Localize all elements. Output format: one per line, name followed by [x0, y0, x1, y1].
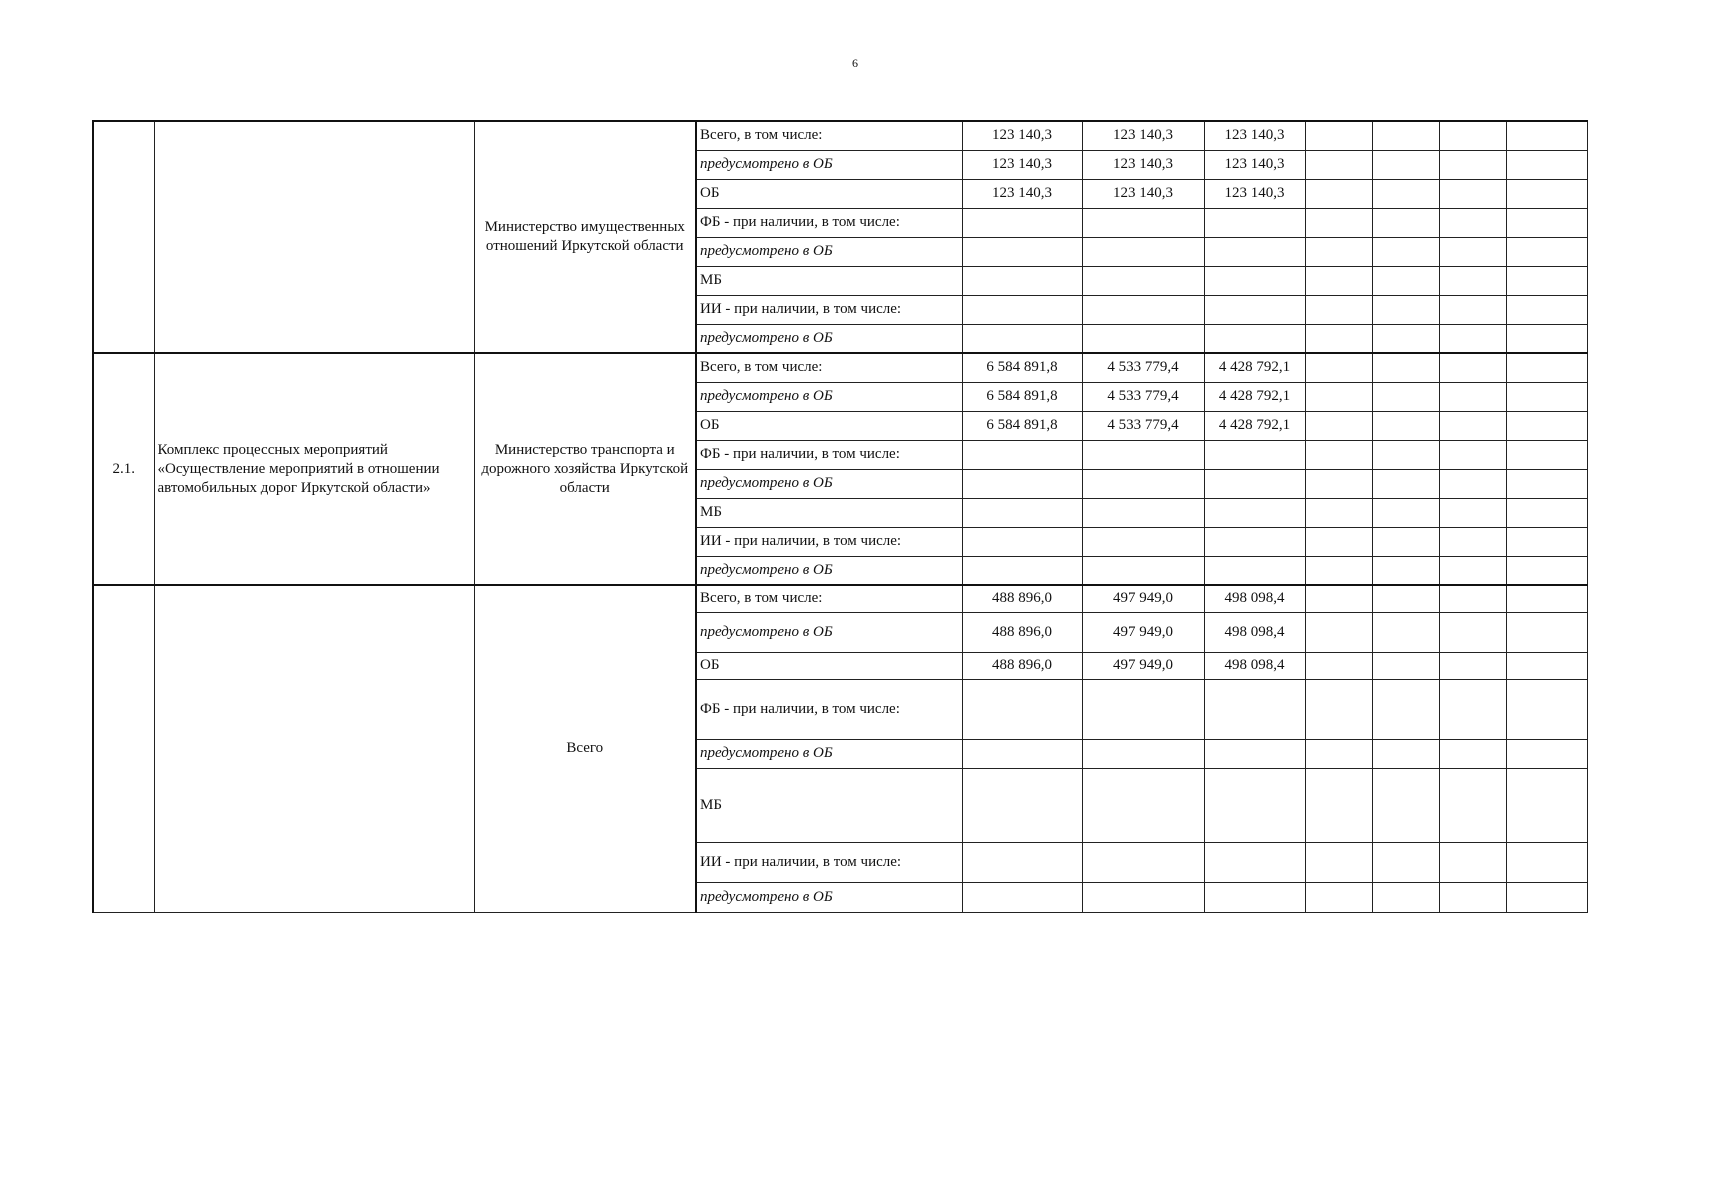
value-cell-year-7 — [1506, 842, 1587, 882]
value-cell-year-3 — [1204, 237, 1305, 266]
value-cell-year-1 — [962, 237, 1082, 266]
value-cell-year-3: 123 140,3 — [1204, 150, 1305, 179]
value-cell-year-2 — [1082, 208, 1204, 237]
value-cell-year-7 — [1506, 295, 1587, 324]
value-cell-year-7 — [1506, 768, 1587, 842]
value-cell-year-7 — [1506, 440, 1587, 469]
value-cell-year-3 — [1204, 556, 1305, 585]
funding-source-cell: ФБ - при наличии, в том числе: — [696, 208, 962, 237]
value-cell-year-3 — [1204, 882, 1305, 912]
funding-source-cell: Всего, в том числе: — [696, 121, 962, 150]
value-cell-year-4 — [1305, 150, 1372, 179]
value-cell-year-6 — [1439, 382, 1506, 411]
value-cell-year-7 — [1506, 585, 1587, 612]
funding-source-cell: предусмотрено в ОБ — [696, 324, 962, 353]
value-cell-year-7 — [1506, 556, 1587, 585]
value-cell-year-4 — [1305, 652, 1372, 679]
value-cell-year-4 — [1305, 324, 1372, 353]
value-cell-year-2: 4 533 779,4 — [1082, 382, 1204, 411]
value-cell-year-4 — [1305, 295, 1372, 324]
value-cell-year-7 — [1506, 121, 1587, 150]
value-cell-year-5 — [1372, 882, 1439, 912]
item-name-cell — [154, 121, 474, 353]
funding-source-cell: предусмотрено в ОБ — [696, 612, 962, 652]
value-cell-year-3 — [1204, 469, 1305, 498]
value-cell-year-5 — [1372, 498, 1439, 527]
value-cell-year-4 — [1305, 498, 1372, 527]
value-cell-year-4 — [1305, 679, 1372, 739]
value-cell-year-3 — [1204, 440, 1305, 469]
value-cell-year-7 — [1506, 179, 1587, 208]
item-number-cell — [93, 585, 154, 912]
value-cell-year-2: 497 949,0 — [1082, 585, 1204, 612]
funding-source-cell: предусмотрено в ОБ — [696, 150, 962, 179]
value-cell-year-5 — [1372, 679, 1439, 739]
table-body — [93, 121, 1587, 912]
value-cell-year-5 — [1372, 353, 1439, 382]
value-cell-year-6 — [1439, 652, 1506, 679]
value-cell-year-3 — [1204, 527, 1305, 556]
funding-source-cell: Всего, в том числе: — [696, 585, 962, 612]
value-cell-year-5 — [1372, 179, 1439, 208]
value-cell-year-1: 488 896,0 — [962, 585, 1082, 612]
value-cell-year-5 — [1372, 585, 1439, 612]
value-cell-year-6 — [1439, 842, 1506, 882]
value-cell-year-1 — [962, 556, 1082, 585]
value-cell-year-1 — [962, 208, 1082, 237]
value-cell-year-1 — [962, 527, 1082, 556]
value-cell-year-1 — [962, 498, 1082, 527]
value-cell-year-2 — [1082, 469, 1204, 498]
value-cell-year-6 — [1439, 411, 1506, 440]
value-cell-year-5 — [1372, 739, 1439, 768]
value-cell-year-7 — [1506, 652, 1587, 679]
value-cell-year-5 — [1372, 324, 1439, 353]
value-cell-year-1 — [962, 882, 1082, 912]
executor-cell: Министерство имущественных отношений Иркутской области — [474, 121, 696, 353]
value-cell-year-3: 4 428 792,1 — [1204, 411, 1305, 440]
value-cell-year-1 — [962, 266, 1082, 295]
value-cell-year-3 — [1204, 208, 1305, 237]
value-cell-year-7 — [1506, 612, 1587, 652]
value-cell-year-7 — [1506, 237, 1587, 266]
value-cell-year-2 — [1082, 237, 1204, 266]
value-cell-year-6 — [1439, 295, 1506, 324]
value-cell-year-2 — [1082, 324, 1204, 353]
value-cell-year-3: 123 140,3 — [1204, 121, 1305, 150]
value-cell-year-7 — [1506, 324, 1587, 353]
value-cell-year-2: 4 533 779,4 — [1082, 411, 1204, 440]
value-cell-year-3 — [1204, 679, 1305, 739]
item-number-cell: 2.1. — [93, 353, 154, 585]
value-cell-year-6 — [1439, 679, 1506, 739]
value-cell-year-3: 498 098,4 — [1204, 612, 1305, 652]
value-cell-year-5 — [1372, 266, 1439, 295]
value-cell-year-4 — [1305, 585, 1372, 612]
value-cell-year-6 — [1439, 324, 1506, 353]
value-cell-year-3 — [1204, 295, 1305, 324]
value-cell-year-5 — [1372, 612, 1439, 652]
item-name-cell: Комплекс процессных мероприятий «Осуществление мероприятий в отношении автомобильных дорог Иркутской области» — [154, 353, 474, 585]
value-cell-year-2 — [1082, 556, 1204, 585]
executor-cell: Всего — [474, 585, 696, 912]
value-cell-year-2 — [1082, 739, 1204, 768]
value-cell-year-5 — [1372, 382, 1439, 411]
value-cell-year-3 — [1204, 768, 1305, 842]
value-cell-year-2 — [1082, 768, 1204, 842]
funding-source-cell: предусмотрено в ОБ — [696, 469, 962, 498]
value-cell-year-5 — [1372, 121, 1439, 150]
value-cell-year-1 — [962, 440, 1082, 469]
funding-source-cell: предусмотрено в ОБ — [696, 739, 962, 768]
value-cell-year-6 — [1439, 208, 1506, 237]
value-cell-year-4 — [1305, 179, 1372, 208]
value-cell-year-7 — [1506, 150, 1587, 179]
value-cell-year-4 — [1305, 469, 1372, 498]
value-cell-year-7 — [1506, 266, 1587, 295]
value-cell-year-2: 123 140,3 — [1082, 179, 1204, 208]
value-cell-year-5 — [1372, 150, 1439, 179]
value-cell-year-7 — [1506, 498, 1587, 527]
value-cell-year-4 — [1305, 440, 1372, 469]
value-cell-year-2 — [1082, 882, 1204, 912]
value-cell-year-4 — [1305, 382, 1372, 411]
value-cell-year-1 — [962, 295, 1082, 324]
funding-source-cell: предусмотрено в ОБ — [696, 237, 962, 266]
budget-table — [92, 120, 1588, 913]
value-cell-year-3 — [1204, 842, 1305, 882]
funding-source-cell: предусмотрено в ОБ — [696, 882, 962, 912]
value-cell-year-4 — [1305, 208, 1372, 237]
value-cell-year-1 — [962, 469, 1082, 498]
value-cell-year-3 — [1204, 324, 1305, 353]
value-cell-year-6 — [1439, 768, 1506, 842]
value-cell-year-7 — [1506, 353, 1587, 382]
value-cell-year-1: 488 896,0 — [962, 652, 1082, 679]
executor-cell: Министерство транспорта и дорожного хозяйства Иркутской области — [474, 353, 696, 585]
funding-source-cell: МБ — [696, 498, 962, 527]
funding-source-cell: ОБ — [696, 652, 962, 679]
value-cell-year-3: 123 140,3 — [1204, 179, 1305, 208]
value-cell-year-4 — [1305, 882, 1372, 912]
value-cell-year-7 — [1506, 382, 1587, 411]
value-cell-year-5 — [1372, 208, 1439, 237]
value-cell-year-5 — [1372, 556, 1439, 585]
value-cell-year-7 — [1506, 469, 1587, 498]
value-cell-year-1: 123 140,3 — [962, 179, 1082, 208]
value-cell-year-4 — [1305, 842, 1372, 882]
value-cell-year-6 — [1439, 498, 1506, 527]
value-cell-year-7 — [1506, 679, 1587, 739]
funding-source-cell: предусмотрено в ОБ — [696, 556, 962, 585]
value-cell-year-1 — [962, 739, 1082, 768]
value-cell-year-6 — [1439, 882, 1506, 912]
value-cell-year-3 — [1204, 498, 1305, 527]
funding-source-cell: МБ — [696, 266, 962, 295]
value-cell-year-2 — [1082, 527, 1204, 556]
value-cell-year-5 — [1372, 411, 1439, 440]
value-cell-year-1 — [962, 842, 1082, 882]
page-number: 6 — [852, 56, 858, 70]
value-cell-year-3: 498 098,4 — [1204, 652, 1305, 679]
value-cell-year-3: 4 428 792,1 — [1204, 382, 1305, 411]
funding-source-cell: ИИ - при наличии, в том числе: — [696, 842, 962, 882]
value-cell-year-6 — [1439, 150, 1506, 179]
value-cell-year-4 — [1305, 556, 1372, 585]
value-cell-year-4 — [1305, 266, 1372, 295]
value-cell-year-5 — [1372, 652, 1439, 679]
value-cell-year-1 — [962, 679, 1082, 739]
value-cell-year-2 — [1082, 498, 1204, 527]
item-number-cell — [93, 121, 154, 353]
value-cell-year-1: 123 140,3 — [962, 150, 1082, 179]
value-cell-year-7 — [1506, 208, 1587, 237]
value-cell-year-4 — [1305, 237, 1372, 266]
value-cell-year-6 — [1439, 179, 1506, 208]
value-cell-year-6 — [1439, 237, 1506, 266]
value-cell-year-6 — [1439, 469, 1506, 498]
value-cell-year-1 — [962, 768, 1082, 842]
value-cell-year-4 — [1305, 353, 1372, 382]
value-cell-year-6 — [1439, 585, 1506, 612]
value-cell-year-6 — [1439, 266, 1506, 295]
value-cell-year-2: 123 140,3 — [1082, 150, 1204, 179]
value-cell-year-1: 6 584 891,8 — [962, 382, 1082, 411]
value-cell-year-3 — [1204, 266, 1305, 295]
value-cell-year-2: 497 949,0 — [1082, 612, 1204, 652]
value-cell-year-2 — [1082, 266, 1204, 295]
item-name-cell — [154, 585, 474, 912]
value-cell-year-5 — [1372, 527, 1439, 556]
value-cell-year-4 — [1305, 411, 1372, 440]
value-cell-year-6 — [1439, 121, 1506, 150]
value-cell-year-2: 123 140,3 — [1082, 121, 1204, 150]
value-cell-year-5 — [1372, 768, 1439, 842]
value-cell-year-5 — [1372, 237, 1439, 266]
value-cell-year-2 — [1082, 842, 1204, 882]
value-cell-year-2 — [1082, 679, 1204, 739]
value-cell-year-7 — [1506, 882, 1587, 912]
funding-source-cell: ОБ — [696, 179, 962, 208]
funding-source-cell: предусмотрено в ОБ — [696, 382, 962, 411]
value-cell-year-3: 498 098,4 — [1204, 585, 1305, 612]
value-cell-year-5 — [1372, 440, 1439, 469]
funding-source-cell: ИИ - при наличии, в том числе: — [696, 527, 962, 556]
value-cell-year-6 — [1439, 556, 1506, 585]
value-cell-year-5 — [1372, 469, 1439, 498]
value-cell-year-6 — [1439, 739, 1506, 768]
value-cell-year-2 — [1082, 295, 1204, 324]
value-cell-year-7 — [1506, 739, 1587, 768]
value-cell-year-1 — [962, 324, 1082, 353]
value-cell-year-4 — [1305, 527, 1372, 556]
value-cell-year-4 — [1305, 612, 1372, 652]
value-cell-year-7 — [1506, 527, 1587, 556]
value-cell-year-3 — [1204, 739, 1305, 768]
value-cell-year-6 — [1439, 440, 1506, 469]
value-cell-year-1: 6 584 891,8 — [962, 353, 1082, 382]
value-cell-year-5 — [1372, 295, 1439, 324]
value-cell-year-5 — [1372, 842, 1439, 882]
value-cell-year-2: 4 533 779,4 — [1082, 353, 1204, 382]
table-row — [93, 121, 1587, 150]
value-cell-year-2: 497 949,0 — [1082, 652, 1204, 679]
value-cell-year-2 — [1082, 440, 1204, 469]
funding-source-cell: МБ — [696, 768, 962, 842]
value-cell-year-1: 488 896,0 — [962, 612, 1082, 652]
table-row — [93, 585, 1587, 612]
value-cell-year-1: 6 584 891,8 — [962, 411, 1082, 440]
value-cell-year-4 — [1305, 768, 1372, 842]
value-cell-year-4 — [1305, 121, 1372, 150]
funding-source-cell: ОБ — [696, 411, 962, 440]
value-cell-year-6 — [1439, 527, 1506, 556]
table-row — [93, 353, 1587, 382]
value-cell-year-3: 4 428 792,1 — [1204, 353, 1305, 382]
funding-source-cell: ФБ - при наличии, в том числе: — [696, 679, 962, 739]
value-cell-year-1: 123 140,3 — [962, 121, 1082, 150]
value-cell-year-6 — [1439, 612, 1506, 652]
value-cell-year-7 — [1506, 411, 1587, 440]
value-cell-year-6 — [1439, 353, 1506, 382]
funding-source-cell: ИИ - при наличии, в том числе: — [696, 295, 962, 324]
funding-source-cell: ФБ - при наличии, в том числе: — [696, 440, 962, 469]
funding-source-cell: Всего, в том числе: — [696, 353, 962, 382]
value-cell-year-4 — [1305, 739, 1372, 768]
